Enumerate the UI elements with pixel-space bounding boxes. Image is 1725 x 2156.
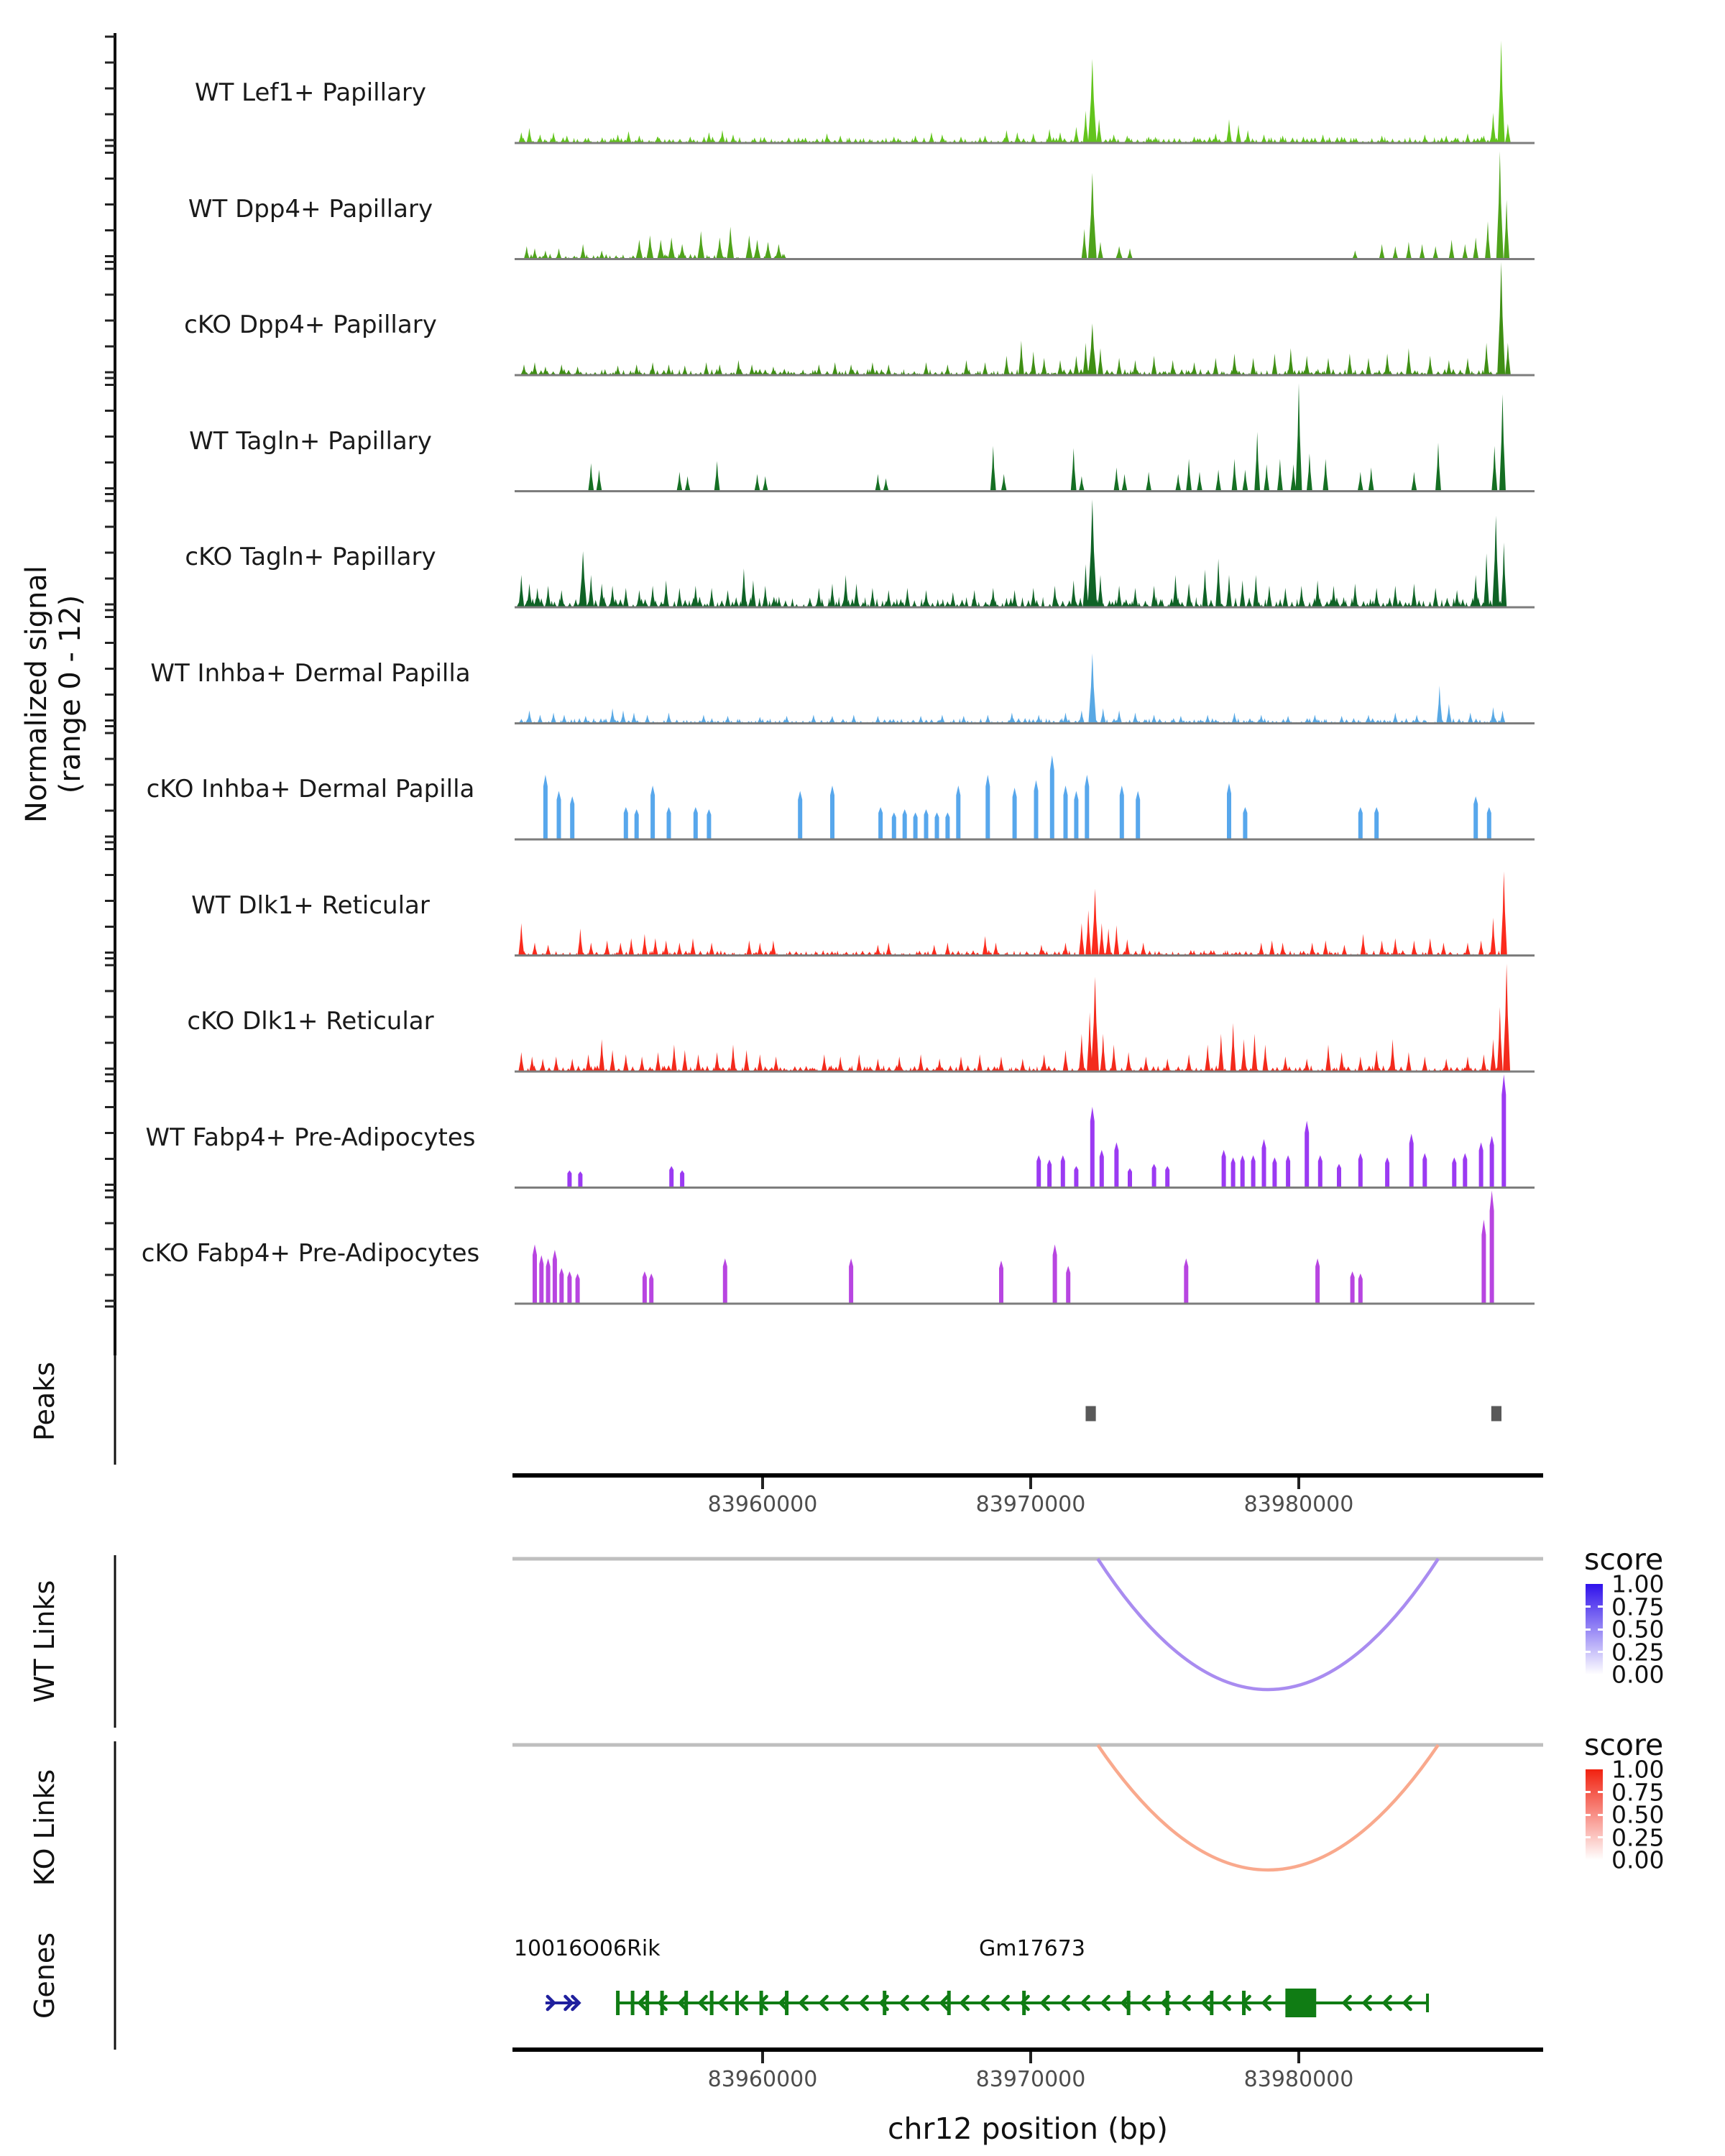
coverage-track-3 xyxy=(520,262,1511,376)
gene-exon-tick xyxy=(1166,1991,1169,2015)
ruler-tick-label-top: 83970000 xyxy=(975,1492,1086,1517)
gene-exon-tick xyxy=(661,1991,664,2015)
gene-exon-tick xyxy=(710,1991,714,2015)
colorbar-tick xyxy=(1586,1651,1591,1653)
peak-interval xyxy=(1085,1406,1095,1422)
colorbar-tick xyxy=(1586,1814,1591,1816)
colorbar-tick xyxy=(1598,1814,1603,1816)
track-label-4: WT Tagln+ Papillary xyxy=(189,426,432,456)
ko-score-legend-value: 0.25 xyxy=(1611,1823,1665,1851)
coverage-track-2 xyxy=(524,152,1509,259)
wt-score-legend-value: 0.25 xyxy=(1611,1638,1665,1666)
gene-exon-tick xyxy=(1210,1991,1213,2015)
colorbar-tick xyxy=(1598,1791,1603,1793)
gene-exon-tick xyxy=(1022,1991,1026,2015)
x-axis-title: chr12 position (bp) xyxy=(887,2111,1169,2146)
peak-interval xyxy=(1491,1406,1501,1422)
ruler-tick-label-top: 83960000 xyxy=(707,1492,818,1517)
coverage-signal xyxy=(567,1074,1506,1188)
gene-name-Gm17673: Gm17673 xyxy=(979,1936,1085,1961)
track-label-11: cKO Fabp4+ Pre-Adipocytes xyxy=(141,1239,480,1268)
track-label-7: cKO Inhba+ Dermal Papilla xyxy=(146,775,475,803)
ko-score-legend-value: 0.00 xyxy=(1611,1846,1665,1874)
coverage-signal xyxy=(518,872,1507,956)
coverage-track-10 xyxy=(567,1074,1506,1188)
track-label-10: WT Fabp4+ Pre-Adipocytes xyxy=(145,1123,476,1152)
coverage-track-7 xyxy=(543,755,1491,839)
coverage-track-9 xyxy=(518,964,1510,1072)
coverage-track-4 xyxy=(588,384,1506,492)
gene-exon-tick xyxy=(684,1991,688,2015)
colorbar-tick xyxy=(1586,1606,1591,1608)
ko-link-arc xyxy=(1098,1745,1438,1870)
gene-end-bar xyxy=(1426,1994,1429,2012)
colorbar-tick xyxy=(1598,1628,1603,1631)
gene-exon-tick xyxy=(631,1991,635,2015)
wt-links-section-label: WT Links xyxy=(29,1580,60,1703)
coverage-signal xyxy=(524,152,1509,259)
gene-exon-tick xyxy=(785,1991,788,2015)
gene-exon-tick xyxy=(1127,1991,1131,2015)
peaks-section-label: Peaks xyxy=(29,1361,60,1442)
track-label-1: WT Lef1+ Papillary xyxy=(194,78,427,107)
track-label-8: WT Dlk1+ Reticular xyxy=(191,890,430,920)
coverage-signal xyxy=(517,499,1507,607)
track-label-9: cKO Dlk1+ Reticular xyxy=(187,1007,434,1036)
colorbar-tick xyxy=(1586,1836,1591,1838)
colorbar-tick xyxy=(1598,1836,1603,1838)
gene-exon-tick xyxy=(883,1991,886,2015)
ruler-tick-label-bottom: 83960000 xyxy=(707,2067,818,2092)
gene-thick-exon xyxy=(1285,1989,1316,2017)
y-axis-title-line1: Normalized signal xyxy=(20,566,53,823)
wt-score-legend-value: 1.00 xyxy=(1611,1570,1665,1598)
track-label-3: cKO Dpp4+ Papillary xyxy=(184,310,437,339)
gene-exon-tick xyxy=(735,1991,739,2015)
coverage-signal xyxy=(518,41,1511,144)
wt-link-arc xyxy=(1098,1559,1438,1690)
coverage-track-8 xyxy=(518,872,1507,956)
coverage-signal xyxy=(518,964,1510,1072)
colorbar-tick xyxy=(1598,1651,1603,1653)
ruler-tick-label-top: 83980000 xyxy=(1243,1492,1354,1517)
wt-score-legend-title: score xyxy=(1584,1542,1664,1577)
y-axis-title xyxy=(20,566,88,823)
y-axis-title-line2: (range 0 - 12) xyxy=(54,594,87,794)
genes-section-label: Genes xyxy=(29,1932,60,2019)
coverage-signal xyxy=(533,1191,1494,1304)
ko-score-legend-value: 1.00 xyxy=(1611,1755,1665,1784)
ko-score-legend-title: score xyxy=(1584,1728,1664,1762)
track-label-5: cKO Tagln+ Papillary xyxy=(185,543,436,571)
wt-score-legend-value: 0.50 xyxy=(1611,1615,1665,1644)
wt-score-legend-value: 0.00 xyxy=(1611,1660,1665,1689)
wt-score-legend-value: 0.75 xyxy=(1611,1593,1665,1621)
gene-exon-tick xyxy=(1242,1991,1246,2015)
gene-name-10016O06Rik: 10016O06Rik xyxy=(513,1936,661,1961)
track-label-2: WT Dpp4+ Papillary xyxy=(188,194,433,224)
ruler-tick-label-bottom: 83980000 xyxy=(1243,2067,1354,2092)
colorbar-tick xyxy=(1586,1791,1591,1793)
gene-exon-tick xyxy=(616,1991,620,2015)
gene-exon-tick xyxy=(645,1991,649,2015)
colorbar-tick xyxy=(1586,1628,1591,1631)
coverage-track-5 xyxy=(517,499,1507,607)
coverage-signal xyxy=(520,262,1511,376)
colorbar-tick xyxy=(1598,1606,1603,1608)
gene-exon-tick xyxy=(947,1991,951,2015)
coverage-signal xyxy=(588,384,1506,492)
ruler-tick-label-bottom: 83970000 xyxy=(975,2067,1086,2092)
coverage-track-1 xyxy=(518,41,1511,144)
ko-score-legend-value: 0.50 xyxy=(1611,1800,1665,1829)
track-label-6: WT Inhba+ Dermal Papilla xyxy=(150,658,471,688)
coverage-track-6 xyxy=(518,653,1505,724)
gene-exon-tick xyxy=(760,1991,763,2015)
ko-score-legend-value: 0.75 xyxy=(1611,1778,1665,1806)
ko-links-section-label: KO Links xyxy=(29,1769,60,1886)
coverage-signal xyxy=(518,653,1505,724)
coverage-signal xyxy=(543,755,1491,839)
coverage-track-11 xyxy=(533,1191,1494,1304)
